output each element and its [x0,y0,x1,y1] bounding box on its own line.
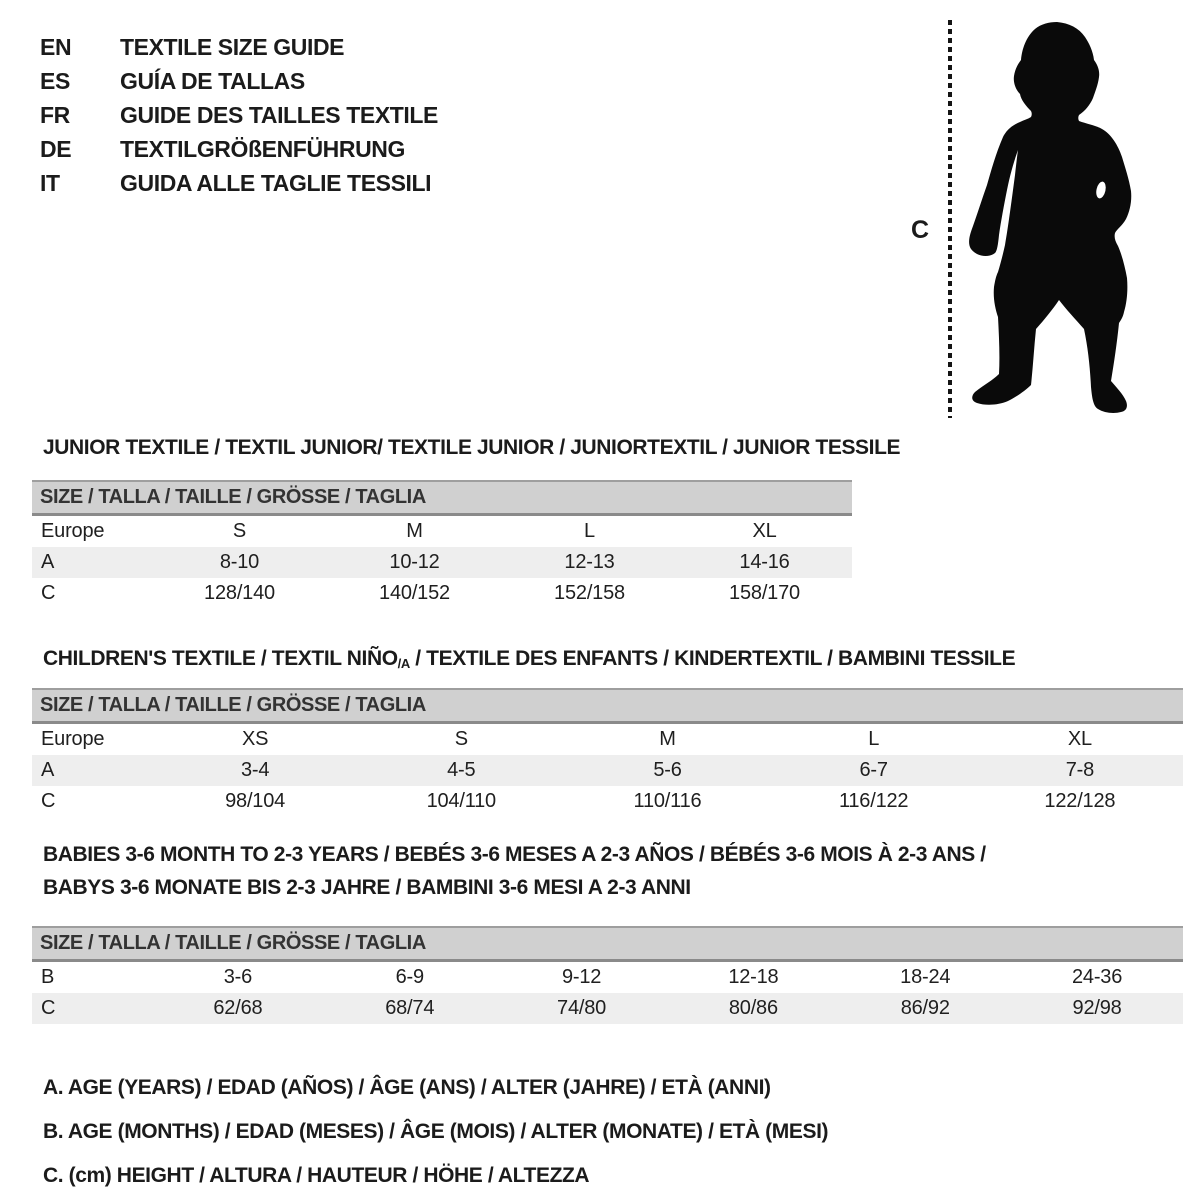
size-header-bar: SIZE / TALLA / TAILLE / GRÖSSE / TAGLIA [32,481,852,515]
height-measure-dashed-line [948,20,952,418]
size-cell: 12-13 [564,551,615,573]
language-list [40,30,438,200]
junior-size-table [32,480,852,609]
size-cell: 10-12 [389,551,440,573]
size-cell: S [232,520,247,542]
size-cell: 158/170 [729,582,800,604]
size-cell: 4-5 [447,759,476,781]
junior-section-title: JUNIOR TEXTILE / TEXTIL JUNIOR/ TEXTILE JUNIOR / JUNIORTEXTIL / JUNIOR TESSILE [43,436,901,459]
size-cell: 62/68 [213,997,263,1019]
language-row-de [40,132,438,166]
size-cell: 92/98 [1072,997,1122,1019]
babies-section-title-line2: BABYS 3-6 MONATE BIS 2-3 JAHRE / BAMBINI 3-6 MESI A 2-3 ANNI [43,876,691,899]
size-cell: 6-9 [395,966,424,988]
size-cell: 3-4 [240,759,270,781]
language-row-fr [40,98,438,132]
children-title-subscript: /A [397,656,410,671]
size-cell: L [584,520,595,542]
table-row [32,515,852,548]
table-header-row [32,927,1183,961]
row-label: A [41,759,55,781]
language-row-es [40,64,438,98]
language-code: IT [40,170,60,196]
size-cell: 122/128 [1044,790,1116,812]
row-label: Europe [41,520,105,542]
children-size-table [32,688,1183,817]
legend-line-a: A. AGE (YEARS) / EDAD (AÑOS) / ÂGE (ANS) / ALTER (JAHRE) / ETÀ (ANNI) [43,1076,771,1099]
table-row [32,723,1183,756]
size-cell: 110/116 [633,790,702,812]
size-cell: 9-12 [561,966,602,988]
table-row [32,993,1183,1024]
table-header-row [32,481,852,515]
babies-size-table [32,926,1183,1024]
size-cell: 12-18 [728,966,779,988]
size-cell: 3-6 [223,966,253,988]
size-cell: 74/80 [557,997,607,1019]
size-cell: 140/152 [379,582,450,604]
size-cell: 6-7 [859,759,888,781]
size-cell: 8-10 [219,551,260,573]
children-title-prefix: CHILDREN'S TEXTILE / TEXTIL NIÑO [43,647,398,670]
height-measure-label: C [911,216,930,244]
language-title: TEXTILE SIZE GUIDE [120,34,345,60]
row-label: C [41,582,56,604]
size-cell: M [406,520,423,542]
measure-legend [43,1066,828,1198]
table-row [32,961,1183,994]
table-row [32,578,852,609]
language-code: FR [40,102,70,128]
row-label: B [41,966,55,988]
size-cell: 98/104 [225,790,286,812]
size-cell: XL [752,520,777,542]
row-label: A [41,551,55,573]
table-row [32,547,852,578]
size-cell: 14-16 [739,551,790,573]
size-header-bar: SIZE / TALLA / TAILLE / GRÖSSE / TAGLIA [32,927,1183,961]
size-cell: 18-24 [900,966,951,988]
language-code: DE [40,136,72,162]
language-title: GUIDE DES TAILLES TEXTILE [120,102,438,128]
language-row-it [40,166,438,200]
language-title: TEXTILGRÖßENFÜHRUNG [120,136,405,162]
size-cell: 68/74 [385,997,435,1019]
size-cell: M [659,728,676,750]
toddler-silhouette-icon [965,15,1140,420]
size-cell: 5-6 [653,759,682,781]
toddler-figure [895,10,1185,430]
size-header-bar: SIZE / TALLA / TAILLE / GRÖSSE / TAGLIA [32,689,1183,723]
table-row [32,786,1183,817]
row-label: C [41,790,56,812]
size-cell: 86/92 [900,997,950,1019]
size-cell: 128/140 [204,582,275,604]
row-label: Europe [41,728,105,750]
size-cell: 152/158 [554,582,625,604]
size-cell: 80/86 [728,997,778,1019]
language-row-en [40,30,438,64]
language-title: GUÍA DE TALLAS [120,68,305,94]
row-label: C [41,997,56,1019]
table-header-row [32,689,1183,723]
size-cell: 24-36 [1071,966,1123,988]
legend-line-c: C. (cm) HEIGHT / ALTURA / HAUTEUR / HÖHE / ALTEZZA [43,1164,590,1187]
size-cell: L [868,728,880,750]
table-row [32,755,1183,786]
size-cell: XS [241,728,269,750]
language-code: EN [40,34,72,60]
language-code: ES [40,68,70,94]
children-title-suffix: / TEXTILE DES ENFANTS / KINDERTEXTIL / BAMBINI TESSILE [409,647,1016,670]
size-cell: XL [1067,728,1092,750]
size-cell: S [454,728,468,750]
size-cell: 104/110 [426,790,496,812]
legend-line-b: B. AGE (MONTHS) / EDAD (MESES) / ÂGE (MOIS) / ALTER (MONATE) / ETÀ (MESI) [43,1120,829,1143]
babies-section-title-line1: BABIES 3-6 MONTH TO 2-3 YEARS / BEBÉS 3-6 MESES A 2-3 AÑOS / BÉBÉS 3-6 MOIS À 2-3 ANS / [43,843,986,866]
language-title: GUIDA ALLE TAGLIE TESSILI [120,170,432,196]
size-cell: 7-8 [1065,759,1095,781]
size-cell: 116/122 [838,790,909,812]
children-section-title [43,647,1015,671]
